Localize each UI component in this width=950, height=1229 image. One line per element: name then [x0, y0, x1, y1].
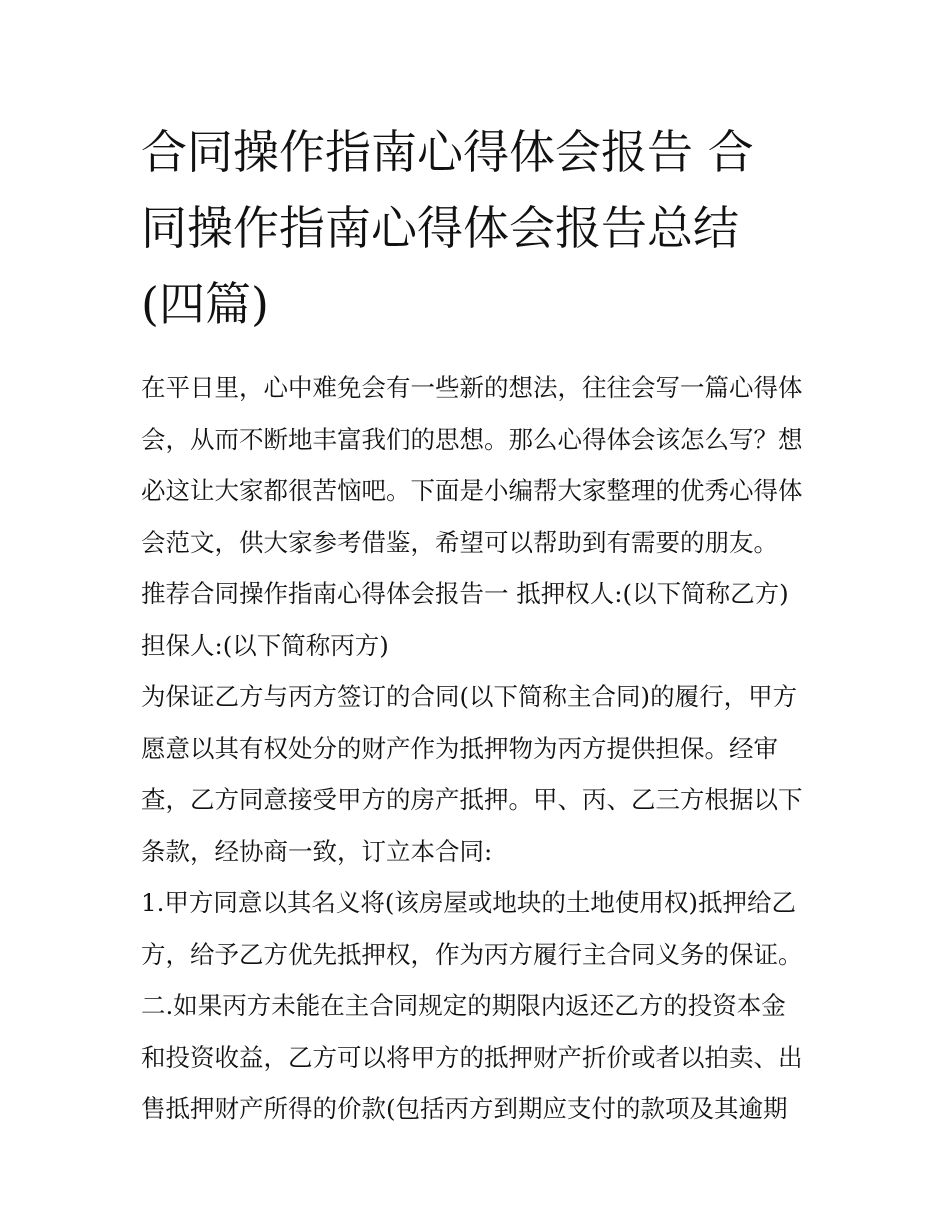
document-body: [141, 362, 821, 1135]
body-line: 为保证乙方与丙方签订的合同(以下简称主合同)的履行，甲方: [141, 682, 798, 711]
body-line: 担保人:(以下简称丙方): [141, 630, 389, 660]
body-line: 推荐合同操作指南心得体会报告一 抵押权人:(以下简称乙方): [141, 579, 789, 608]
body-line: 必这让大家都很苦恼吧。下面是小编帮大家整理的优秀心得体: [141, 476, 803, 505]
body-line: 条款，经协商一致，订立本合同:: [141, 836, 493, 866]
title-line: 合同操作指南心得体会报告 合: [141, 125, 754, 179]
body-line: 查，乙方同意接受甲方的房产抵押。甲、丙、乙三方根据以下: [141, 785, 803, 814]
body-line: 售抵押财产所得的价款(包括丙方到期应支付的款项及其逾期: [141, 1094, 788, 1123]
title-line: (四篇): [141, 277, 269, 331]
title-line: 同操作指南心得体会报告总结: [141, 201, 739, 255]
document-content: [141, 114, 821, 1135]
body-line: 愿意以其有权处分的财产作为抵押物为丙方提供担保。经审: [141, 733, 778, 763]
body-line: 和投资收益，乙方可以将甲方的抵押财产折价或者以拍卖、出: [141, 1042, 803, 1072]
body-line: 二.如果丙方未能在主合同规定的期限内返还乙方的投资本金: [141, 991, 786, 1020]
body-line: 方，给予乙方优先抵押权，作为丙方履行主合同义务的保证。: [141, 939, 803, 969]
body-line: 在平日里，心中难免会有一些新的想法，往往会写一篇心得体: [141, 373, 803, 402]
body-line: 会，从而不断地丰富我们的思想。那么心得体会该怎么写？想: [141, 424, 803, 454]
body-line: 会范文，供大家参考借鉴，希望可以帮助到有需要的朋友。: [141, 527, 778, 557]
body-line: 1.甲方同意以其名义将(该房屋或地块的土地使用权)抵押给乙: [141, 888, 796, 917]
document-title: [141, 114, 821, 342]
